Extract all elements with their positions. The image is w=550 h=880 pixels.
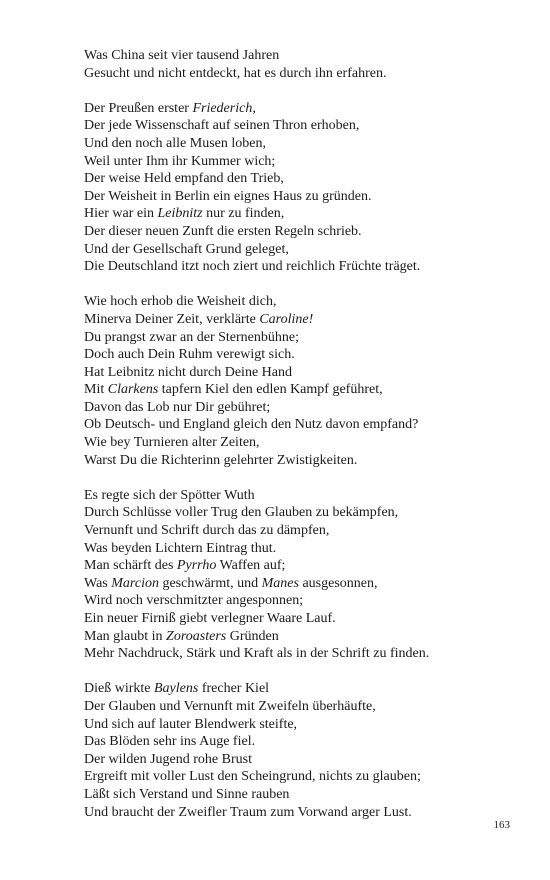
text-run: Und den noch alle Musen loben, <box>84 135 266 151</box>
verse-line <box>84 241 524 259</box>
stanza <box>84 47 524 82</box>
verse-line <box>84 293 524 311</box>
text-run: Gesucht und nicht entdeckt, hat es durch ihn erfahren. <box>84 65 387 81</box>
verse-line <box>84 610 524 628</box>
text-run: Durch Schlüsse voller Trug den Glauben zu bekämpfen, <box>84 505 399 521</box>
text-run: Warst Du die Richterinn gelehrter Zwistigkeiten. <box>84 452 358 468</box>
verse-line <box>84 416 524 434</box>
stanza <box>84 293 524 469</box>
italic-name: Caroline! <box>259 311 314 327</box>
verse-line <box>84 628 524 646</box>
text-run: Wird noch verschmitzter angesponnen; <box>84 593 304 609</box>
italic-name: Baylens <box>153 681 199 697</box>
verse-line <box>84 364 524 382</box>
verse-line <box>84 487 524 505</box>
italic-name: Clarkens <box>107 382 159 398</box>
verse-line <box>84 786 524 804</box>
italic-name: Zoroasters <box>166 628 227 644</box>
text-run: Es regte sich der Spötter Wuth <box>84 487 255 503</box>
text-run: Doch auch Dein Ruhm verewigt sich. <box>84 347 295 363</box>
text-run: Und der Gesellschaft Grund geleget, <box>84 241 289 257</box>
text-run: Die Deutschland itzt noch ziert und reichlich Früchte träget. <box>84 259 421 275</box>
verse-line <box>84 258 524 276</box>
text-run: Hat Leibnitz nicht durch Deine Hand <box>84 364 292 380</box>
italic-name: Leibnitz <box>157 206 203 222</box>
text-run: Und braucht der Zweifler Traum zum Vorwand arger Lust. <box>84 804 412 820</box>
text-run: Der weise Held empfand den Trieb, <box>84 171 284 187</box>
verse-line <box>84 399 524 417</box>
verse-line <box>84 381 524 399</box>
italic-name: Marcion <box>111 575 159 591</box>
text-run: Man glaubt in <box>84 628 167 644</box>
text-run: Ein neuer Firniß giebt verlegner Waare Lauf. <box>84 611 336 626</box>
text-run: Waffen auf; <box>216 558 286 574</box>
verse-line <box>84 205 524 223</box>
verse-line <box>84 733 524 751</box>
italic-name: Manes <box>261 575 299 591</box>
text-run: Dieß wirkte <box>84 681 154 697</box>
text-run: Davon das Lob nur Dir gebühret; <box>84 399 271 415</box>
text-run: Der Weisheit in Berlin ein eignes Haus zu gründen. <box>84 188 372 204</box>
stanza <box>84 680 524 821</box>
verse-line <box>84 311 524 329</box>
text-run: Mit <box>84 382 108 398</box>
verse-line <box>84 540 524 558</box>
text-run: Du prangst zwar an der Sternenbühne; <box>84 329 299 345</box>
verse-line <box>84 65 524 83</box>
text-run: Der dieser neuen Zunft die ersten Regeln schrieb. <box>84 223 362 239</box>
verse-line <box>84 434 524 452</box>
text-run: Läßt sich Verstand und Sinne rauben <box>84 786 290 802</box>
text-run: Der jede Wissenschaft auf seinen Thron erhoben, <box>84 118 360 134</box>
text-run: ausgesonnen, <box>298 575 378 591</box>
text-run: Man schärft des <box>84 558 177 574</box>
text-run: Ergreift mit voller Lust den Scheingrund, nichts zu glauben; <box>84 769 421 785</box>
text-run: Der wilden Jugend rohe Brust <box>84 751 252 767</box>
verse-line <box>84 346 524 364</box>
text-run: Weil unter Ihm ihr Kummer wich; <box>84 153 276 169</box>
italic-name: Pyrrho <box>176 558 217 574</box>
verse-line <box>84 716 524 734</box>
text-run: Der Preußen erster <box>84 100 193 116</box>
text-run: Gründen <box>226 628 279 644</box>
text-run: nur zu finden, <box>202 206 285 222</box>
verse-line <box>84 592 524 610</box>
verse-line <box>84 153 524 171</box>
verse-line <box>84 452 524 470</box>
verse-line <box>84 188 524 206</box>
verse-line <box>84 117 524 135</box>
text-run: Der Glauben und Vernunft mit Zweifeln überhäufte, <box>84 698 376 714</box>
text-run: tapfern Kiel den edlen Kampf geführet, <box>158 382 383 398</box>
verse-line <box>84 804 524 822</box>
text-run: Minerva Deiner Zeit, verklärte <box>84 311 260 327</box>
verse-line <box>84 504 524 522</box>
text-run: Was beyden Lichtern Eintrag thut. <box>84 540 277 556</box>
text-run: Wie bey Turnieren alter Zeiten, <box>84 435 260 451</box>
verse-line <box>84 768 524 786</box>
verse-line <box>84 751 524 769</box>
verse-line <box>84 223 524 241</box>
text-run: Vernunft und Schrift durch das zu dämpfen, <box>84 523 330 539</box>
verse-line <box>84 645 524 663</box>
text-run: Ob Deutsch- und England gleich den Nutz davon empfand? <box>84 417 419 433</box>
text-run: frecher Kiel <box>198 681 270 697</box>
verse-line <box>84 522 524 540</box>
verse-line <box>84 698 524 716</box>
text-run: Wie hoch erhob die Weisheit dich, <box>84 294 277 310</box>
verse-line <box>84 100 524 118</box>
verse-line <box>84 575 524 593</box>
stanza <box>84 100 524 276</box>
text-run: Und sich auf lauter Blendwerk steifte, <box>84 716 298 732</box>
text-run: Hier war ein <box>84 206 158 222</box>
verse-line <box>84 329 524 347</box>
text-run: geschwärmt, und <box>158 575 262 591</box>
text-run: Was China seit vier tausend Jahren <box>84 48 280 63</box>
text-run: Das Blöden sehr ins Auge fiel. <box>84 734 256 750</box>
verse-line <box>84 680 524 698</box>
page-number: 163 <box>493 819 510 831</box>
verse-line <box>84 47 524 65</box>
stanza <box>84 487 524 663</box>
verse-line <box>84 135 524 153</box>
italic-name: Friederich, <box>192 100 256 116</box>
verse-line <box>84 170 524 188</box>
verse-line <box>84 557 524 575</box>
poem-body <box>84 47 524 839</box>
text-run: Mehr Nachdruck, Stärk und Kraft als in der Schrift zu finden. <box>84 646 430 662</box>
text-run: Was <box>84 575 112 591</box>
